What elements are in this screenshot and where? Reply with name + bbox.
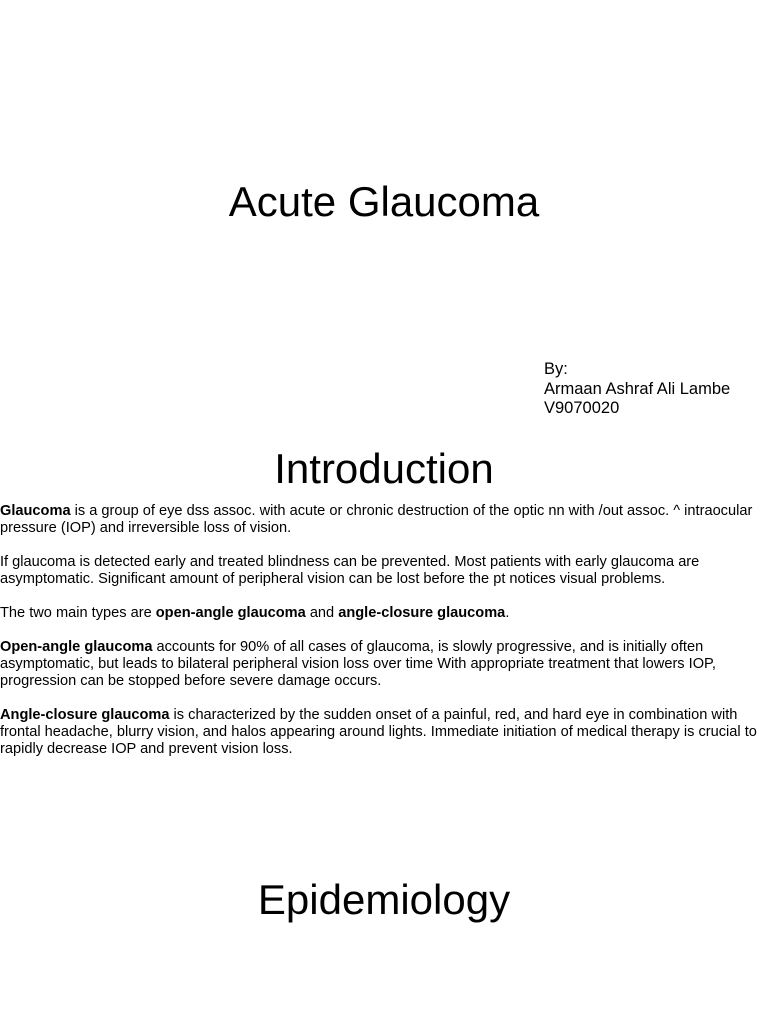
paragraph-glaucoma-definition (0, 503, 764, 537)
author-name: Armaan Ashraf Ali Lambe (544, 379, 731, 398)
term-glaucoma: Glaucoma (0, 503, 71, 519)
paragraph-text: accounts for 90% of all cases of glaucoma, is slowly progressive, and is initially often asymptomatic, but leads to bilateral peripheral vision loss over time With appropriate treatment that lowers IOP, progression can be stopped before severe damage occurs. (0, 639, 716, 689)
term-angle-closure-glaucoma: Angle-closure glaucoma (0, 707, 170, 723)
paragraph-text: The two main types are (0, 605, 156, 621)
paragraph-early-detection: If glaucoma is detected early and treated blindness can be prevented. Most patients with early glaucoma are asymptomatic. Significant amount of peripheral vision can be lost before the pt notices visual problems. (0, 554, 700, 587)
paragraph-text: and (305, 605, 339, 621)
author-id: V9070020 (544, 399, 620, 417)
paragraph-text: . (505, 605, 510, 621)
term-open-angle-glaucoma: Open-angle glaucoma (0, 639, 153, 655)
paragraph-text: is a group of eye dss assoc. with acute or chronic destruction of the optic nn with /out assoc. ^ intraocular pressure (IOP) and irreversible loss of vision. (0, 503, 753, 536)
author-block (544, 360, 730, 419)
paragraph-angle-closure (0, 707, 764, 758)
heading-introduction: Introduction (274, 445, 494, 492)
paragraph-text: is characterized by the sudden onset of a painful, red, and hard eye in combination with frontal headache, blurry vision, and halos appearing around lights. Immediate initiation of medical therapy is crucial to rapidly decrease IOP and prevent vision loss. (0, 707, 757, 757)
title-acute-glaucoma: Acute Glaucoma (228, 178, 540, 225)
introduction-body (0, 503, 764, 775)
term-open-angle: open-angle glaucoma (155, 605, 306, 621)
paragraph-open-angle (0, 639, 764, 690)
term-angle-closure: angle-closure glaucoma (338, 605, 506, 621)
heading-epidemiology: Epidemiology (257, 876, 511, 923)
author-by-label: By: (544, 360, 568, 378)
paragraph-main-types (0, 605, 764, 622)
